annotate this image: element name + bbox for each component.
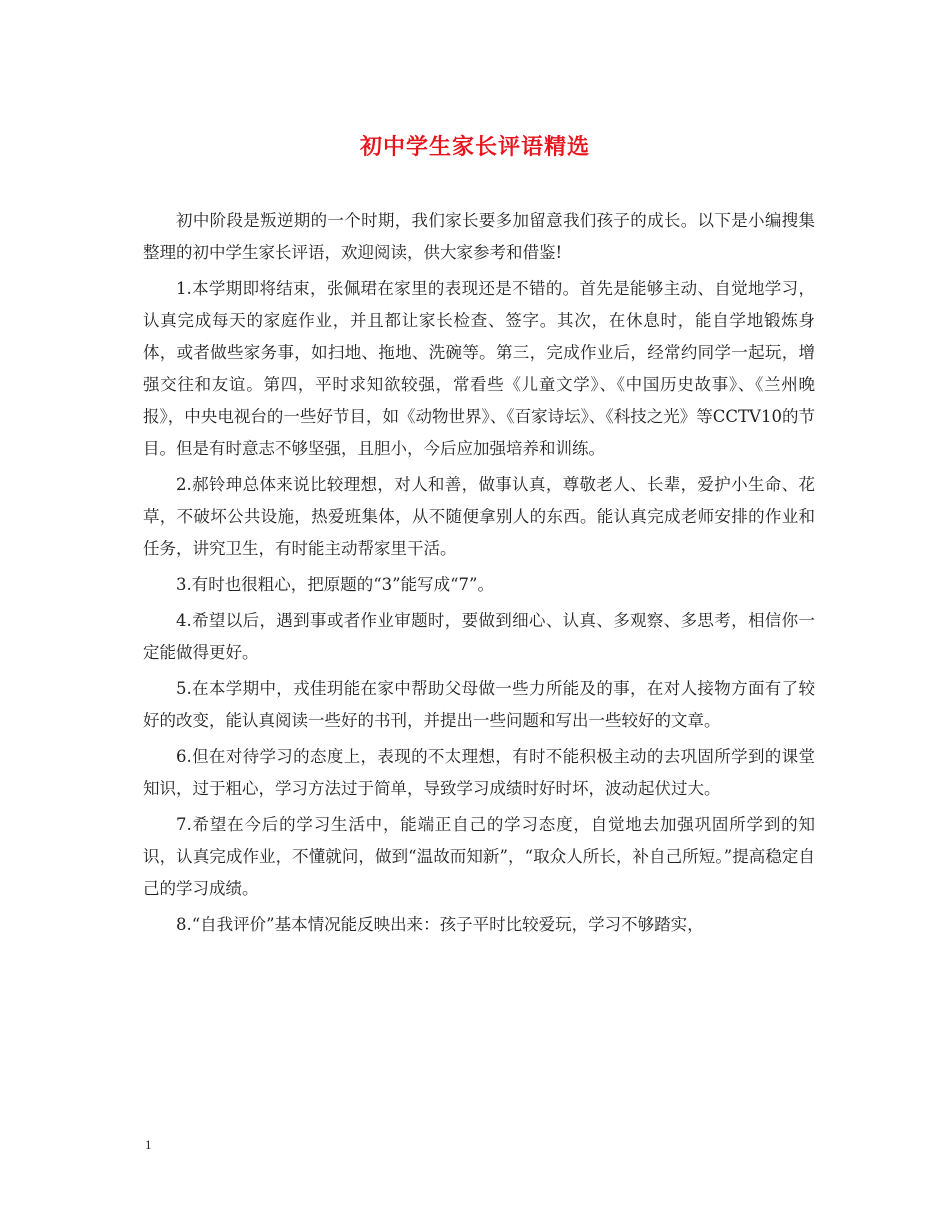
comment-paragraph-6: 6.但在对待学习的态度上，表现的不太理想，有时不能积极主动的去巩固所学到的课堂知识，过于粗心，学习方法过于简单，导致学习成绩时好时坏，波动起伏过大。	[143, 747, 815, 798]
comment-paragraph-8: 8.“自我评价”基本情况能反映出来：孩子平时比较爱玩，学习不够踏实，	[176, 915, 704, 934]
intro-paragraph: 初中阶段是叛逆期的一个时期，我们家长要多加留意我们孩子的成长。以下是小编搜集整理的初中学生家长评语，欢迎阅读，供大家参考和借鉴!	[143, 211, 815, 262]
comment-paragraph-2: 2.郝铃珅总体来说比较理想，对人和善，做事认真，尊敬老人、长辈，爱护小生命、花草，不破坏公共设施，热爱班集体，从不随便拿别人的东西。能认真完成老师安排的作业和任务，讲究卫生，有时能主动帮家里干活。	[143, 475, 815, 558]
comment-paragraph-3: 3.有时也很粗心，把原题的“3”能写成“7”。	[176, 575, 494, 594]
document-title: 初中学生家长评语精选	[359, 134, 590, 160]
document-body	[143, 205, 815, 945]
comment-paragraph-5: 5.在本学期中，戎佳玥能在家中帮助父母做一些力所能及的事，在对人接物方面有了较好的改变，能认真阅读一些好的书刊，并提出一些问题和写出一些较好的文章。	[143, 679, 815, 730]
page-number: 1	[145, 1137, 152, 1152]
comment-paragraph-4: 4.希望以后，遇到事或者作业审题时，要做到细心、认真、多观察、多思考，相信你一定能做得更好。	[143, 611, 815, 662]
comment-paragraph-1: 1.本学期即将结束，张佩珺在家里的表现还是不错的。首先是能够主动、自觉地学习，认真完成每天的家庭作业，并且都让家长检查、签字。其次，在休息时，能自学地锻炼身体，或者做些家务事，如扫地、拖地、洗碗等。第三，完成作业后，经常约同学一起玩，增强交往和友谊。第四，平时求知欲较强，常看些《儿童文学》、《中国历史故事》、《兰州晚报》，中央电视台的一些好节目，如《动物世界》、《百家诗坛》、《科技之光》等CCTV10的节目。但是有时意志不够坚强，且胆小，今后应加强培养和训练。	[143, 279, 815, 458]
comment-paragraph-7: 7.希望在今后的学习生活中，能端正自己的学习态度，自觉地去加强巩固所学到的知识，认真完成作业，不懂就问，做到“温故而知新”，“取众人所长，补自己所短。”提高稳定自己的学习成绩。	[143, 815, 815, 898]
